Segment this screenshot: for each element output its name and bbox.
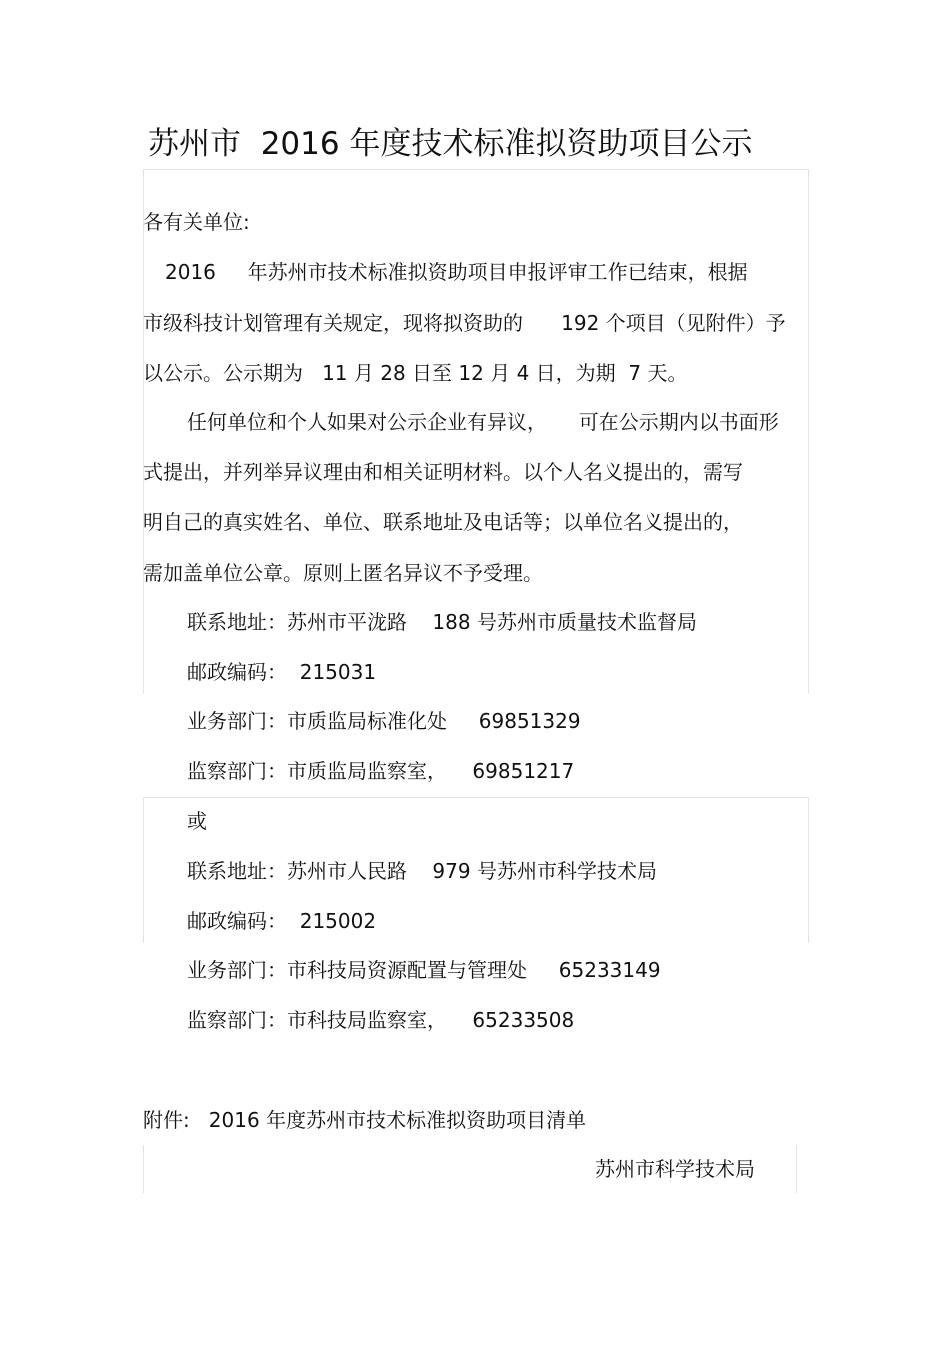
para2-line4: 需加盖单位公章。原则上匿名异议不予受理。 <box>143 561 543 585</box>
contact2-business: 业务部门：市科技局资源配置与管理处 65233149 <box>187 958 661 982</box>
or-separator: 或 <box>187 809 207 833</box>
contact2-supervision: 监察部门：市科技局监察室， 65233508 <box>187 1008 575 1032</box>
para2-line3: 明自己的真实姓名、单位、联系地址及电话等；以单位名义提出的， <box>143 510 743 534</box>
para1-line1: 2016 年苏州市技术标准拟资助项目申报评审工作已结束，根据 <box>165 260 748 284</box>
para2-line2: 式提出，并列举异议理由和相关证明材料。以个人名义提出的，需写 <box>143 460 743 484</box>
contact1-address: 联系地址：苏州市平泷路 188 号苏州市质量技术监督局 <box>187 610 697 634</box>
frame-sign-left <box>143 1145 144 1193</box>
contact2-address: 联系地址：苏州市人民路 979 号苏州市科学技术局 <box>187 859 657 883</box>
attachment-note: 附件: 2016 年度苏州市技术标准拟资助项目清单 <box>143 1108 587 1132</box>
document-title: 苏州市 2016 年度技术标准拟资助项目公示 <box>148 126 753 162</box>
contact1-postcode: 邮政编码： 215031 <box>187 660 377 684</box>
contact2-postcode: 邮政编码： 215002 <box>187 909 377 933</box>
contact1-supervision: 监察部门：市质监局监察室， 69851217 <box>187 759 575 783</box>
para1-line2: 市级科技计划管理有关规定，现将拟资助的 192 个项目（见附件）予 <box>143 311 786 335</box>
contact1-business: 业务部门：市质监局标准化处 69851329 <box>187 709 581 733</box>
salutation: 各有关单位: <box>143 210 250 234</box>
para1-line3: 以公示。公示期为 11 月 28 日至 12 月 4 日，为期 7 天。 <box>143 361 688 385</box>
para2-line1: 任何单位和个人如果对公示企业有异议， 可在公示期内以书面形 <box>187 410 779 434</box>
signature: 苏州市科学技术局 <box>595 1157 755 1181</box>
frame-sign-right <box>796 1145 797 1193</box>
